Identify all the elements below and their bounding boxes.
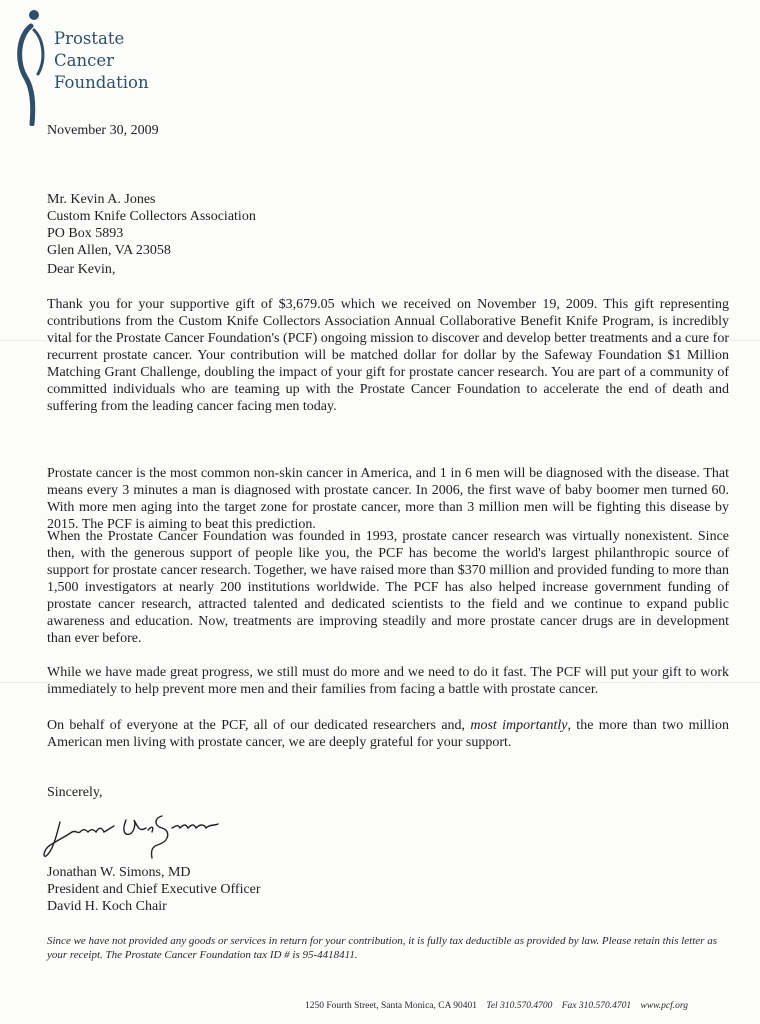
letter-date: November 30, 2009: [47, 123, 159, 138]
closing: Sincerely,: [47, 785, 103, 800]
recipient-address: [47, 191, 256, 259]
footer-tel: Tel 310.570.4700: [486, 1001, 553, 1011]
body-paragraph-3: When the Prostate Cancer Foundation was founded in 1993, prostate cancer research was virtually nonexistent. Since then, with the generous support of people like you, the PCF has become the world's largest philanthropic source of support for prostate cancer research. Together, we have raised more than $370 million and provided funding to more than 1,500 investigators at nearly 200 institutions worldwide. The PCF has also helped increase government funding of prostate cancer research, attracted talented and dedicated scientists to the field and we continue to expand public awareness and education. Now, treatments are improving steadily and more prostate cancer drugs are in development than ever before.: [47, 529, 729, 646]
recipient-name: Mr. Kevin A. Jones: [47, 192, 156, 207]
body-paragraph-5: [47, 717, 729, 751]
signer-name: Jonathan W. Simons, MD: [47, 865, 191, 880]
body-paragraph-1: Thank you for your supportive gift of $3,679.05 which we received on November 19, 2009. This gift representing contributions from the Custom Knife Collectors Association Annual Collaborative Benefit Knife Program, is incredibly vital for the Prostate Cancer Foundation's (PCF) ongoing mission to discover and develop better treatments and a cure for recurrent prostate cancer. Your contribution will be matched dollar for dollar by the Safeway Foundation $1 Million Matching Grant Challenge, doubling the impact of your gift for prostate cancer research. You are part of a community of committed individuals who are teaming up with the Prostate Cancer Foundation to accelerate the end of death and suffering from the leading cancer facing men today.: [47, 297, 729, 414]
paragraph-5-text-start: On behalf of everyone at the PCF, all of our dedicated researchers and,: [47, 718, 471, 733]
pcf-logo-text: [54, 28, 149, 94]
recipient-organization: Custom Knife Collectors Association: [47, 209, 256, 224]
paragraph-5-text-end: , the more than two million American men living with prostate cancer, we are deeply grateful for your support.: [47, 718, 730, 750]
letterhead-footer: [305, 1000, 695, 1012]
body-paragraph-4: While we have made great progress, we still must do more and we need to do it fast. The PCF will put your gift to work immediately to help prevent more men and their families from facing a battle with prostate cancer.: [47, 665, 729, 697]
logo-line-3: Foundation: [54, 73, 149, 92]
signer-title-1: President and Chief Executive Officer: [47, 882, 261, 897]
footer-address: 1250 Fourth Street, Santa Monica, CA 90401: [305, 1001, 478, 1011]
handwritten-signature: [42, 808, 232, 866]
body-paragraph-2: Prostate cancer is the most common non-skin cancer in America, and 1 in 6 men will be diagnosed with the disease. That means every 3 minutes a man is diagnosed with prostate cancer. In 2006, the first wave of baby boomer men turned 60. With more men aging into the target zone for prostate cancer, more than 3 million men will be fighting this disease by 2015. The PCF is aiming to beat this prediction.: [47, 466, 729, 532]
footer-fax: Fax 310.570.4701: [561, 1001, 632, 1011]
footer-website: www.pcf.org: [640, 1001, 688, 1011]
recipient-address-line-2: Glen Allen, VA 23058: [47, 243, 171, 258]
logo-line-2: Cancer: [54, 51, 114, 70]
tax-disclaimer: Since we have not provided any goods or services in return for your contribution, it is fully tax deductible as provided by law. Please retain this letter as your receipt. The Prostate Cancer Foundation tax ID # is 95-4418411.: [47, 935, 717, 961]
pcf-logo-mark-icon: [12, 6, 52, 126]
signer-title-2: David H. Koch Chair: [47, 899, 167, 914]
pcf-logo: [12, 6, 182, 126]
salutation: Dear Kevin,: [47, 262, 116, 277]
logo-line-1: Prostate: [54, 29, 125, 48]
recipient-address-line-1: PO Box 5893: [47, 226, 124, 241]
paragraph-5-emphasis: most importantly: [470, 718, 568, 733]
signer-block: [47, 864, 261, 915]
